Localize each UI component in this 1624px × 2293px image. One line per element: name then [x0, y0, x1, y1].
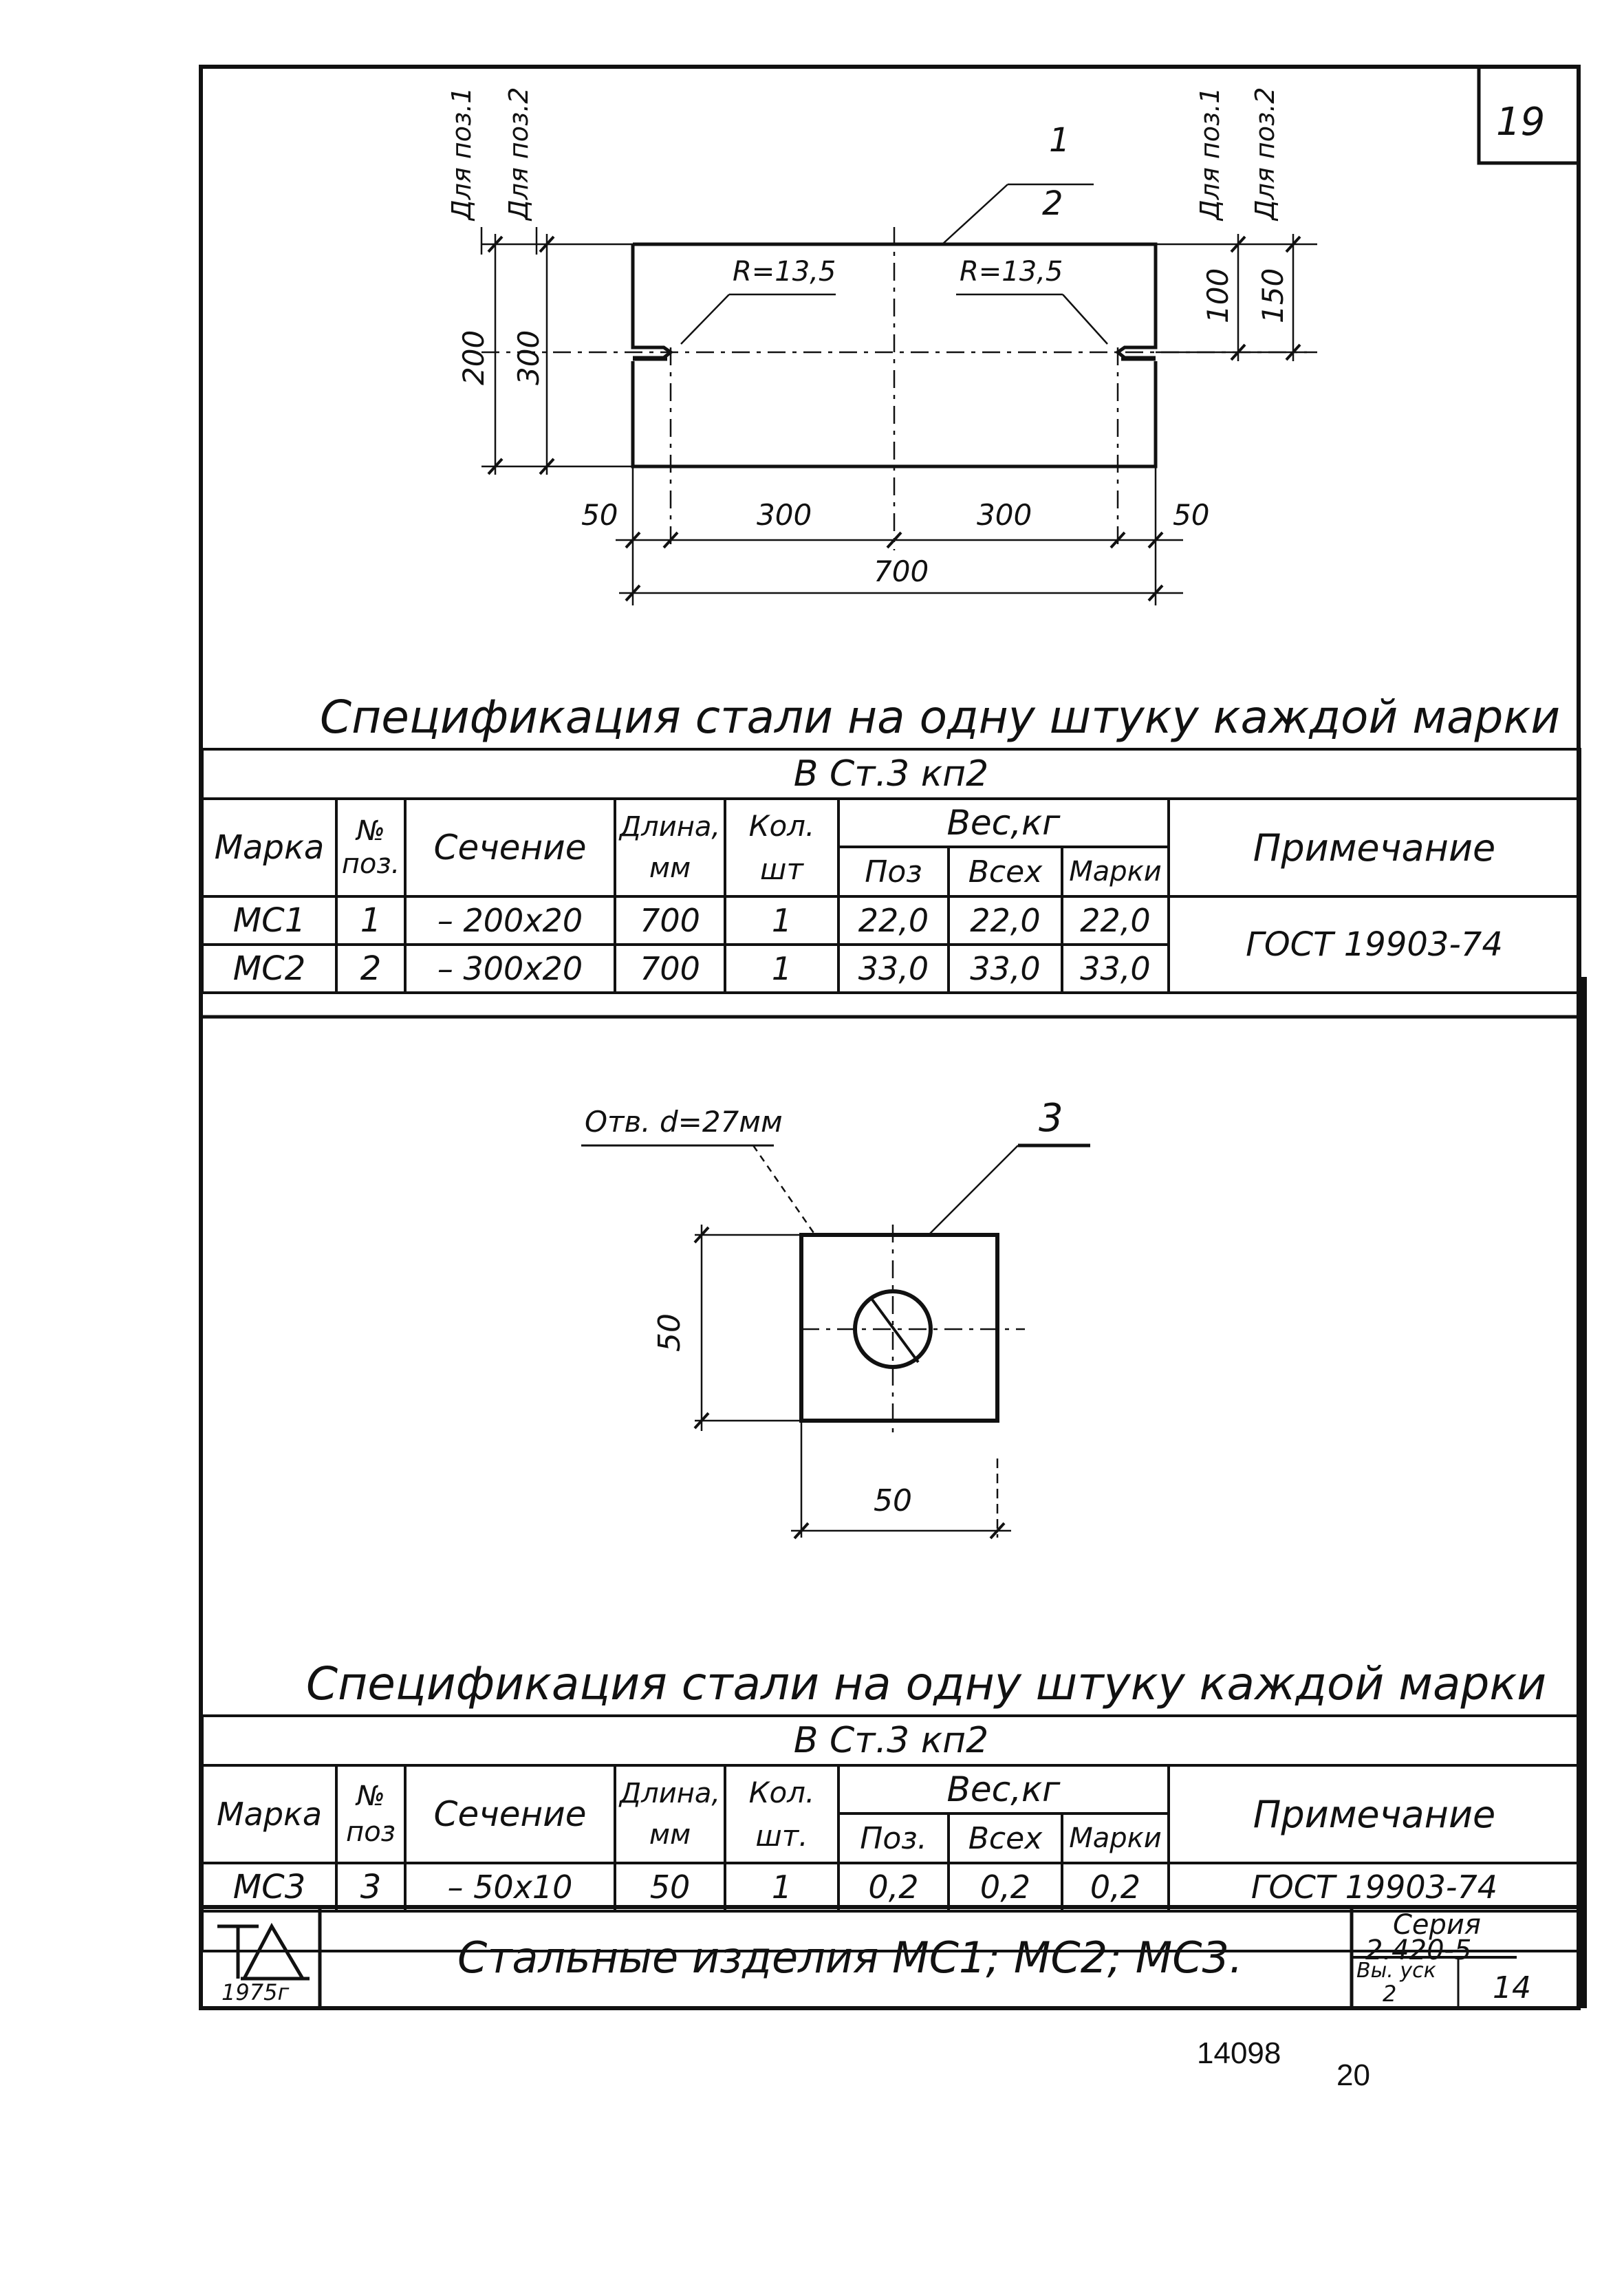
sheet-number: 19	[1496, 100, 1546, 144]
spec2-h-qty	[725, 1765, 838, 1863]
spec2-r0-section: – 50x10	[405, 1863, 615, 1911]
spec1-r1-pos: 2	[336, 945, 405, 993]
spec1-r1-wmark: 33,0	[1062, 945, 1169, 993]
dim-50-right: 50	[1173, 498, 1210, 532]
label-for-pos2-left: Для поз.2	[504, 87, 534, 220]
spec2-steel: В Ст.3 кп2	[202, 1716, 1580, 1765]
spec2-r0-length: 50	[615, 1863, 725, 1911]
spec1-r1-mark: МС2	[202, 945, 336, 993]
spec2-r0-mark: МС3	[202, 1863, 336, 1911]
spec2-h-length-unit: мм	[649, 1819, 691, 1851]
leader-mark-2: 2	[1042, 184, 1063, 223]
spec2-h-length-label: Длина,	[619, 1778, 721, 1809]
spec2-title: Спецификация стали на одну штуку каждой марки	[306, 1657, 1547, 1710]
spec1-r0-section: – 200x20	[405, 896, 615, 945]
spec1-steel: В Ст.3 кп2	[202, 749, 1580, 799]
spec2-h-pos-label: поз	[346, 1816, 396, 1848]
spec1-r1-wpos: 33,0	[838, 945, 949, 993]
spec1-r0-wall: 22,0	[949, 896, 1062, 945]
title-block-year: 1975г	[221, 1979, 290, 2005]
title-block-issue-value: 2	[1383, 1981, 1397, 2007]
title-block-sheet: 14	[1493, 1970, 1531, 2005]
table-row	[202, 1863, 1580, 1911]
spec1-r0-pos: 1	[336, 896, 405, 945]
spec2-h-pos-no: №	[356, 1780, 385, 1812]
spec1-r0-wmark: 22,0	[1062, 896, 1169, 945]
spec2-h-mark: Марка	[202, 1765, 336, 1863]
title-block-issue-label: Вы. уск	[1356, 1959, 1436, 1983]
footer-page: 20	[1336, 2058, 1370, 2092]
hole-label: Отв. d=27мм	[585, 1105, 783, 1139]
radius-left: R=13,5	[733, 256, 836, 288]
spec1-h-qty	[725, 799, 838, 896]
spec1-h-section: Сечение	[405, 799, 615, 896]
spec2-r0-wpos: 0,2	[838, 1863, 949, 1911]
spec2-r0-pos: 3	[336, 1863, 405, 1911]
spec1-r1-length: 700	[615, 945, 725, 993]
label-for-pos1-left: Для поз.1	[446, 87, 477, 220]
title-block-series-label: Серия	[1393, 1909, 1481, 1941]
spec1-r1-qty: 1	[725, 945, 838, 993]
spec2-r0-note: ГОСТ 19903-74	[1169, 1863, 1580, 1911]
dim-50-left: 50	[581, 498, 618, 532]
spec1-r0-length: 700	[615, 896, 725, 945]
spec1-h-length-label: Длина,	[619, 811, 721, 843]
spec1-note: ГОСТ 19903-74	[1169, 896, 1580, 993]
dim-50-vertical: 50	[652, 1313, 687, 1352]
spec1-title: Спецификация стали на одну штуку каждой марки	[320, 691, 1561, 744]
table-row	[202, 896, 1580, 945]
dim-300-left: 300	[757, 498, 812, 532]
spec1-h-length	[615, 799, 725, 896]
spec2-h-section: Сечение	[405, 1765, 615, 1863]
leader-mark-1: 1	[1049, 121, 1070, 160]
spec2-h-qty-unit: шт.	[755, 1819, 808, 1853]
spec1-r0-mark: МС1	[202, 896, 336, 945]
spec1-r1-section: – 300x20	[405, 945, 615, 993]
spec2-h-qty-label: Кол.	[748, 1776, 815, 1809]
spec1-h-length-unit: мм	[649, 852, 691, 884]
spec1-h-qty-label: Кол.	[748, 809, 815, 843]
spec2-r0-wmark: 0,2	[1062, 1863, 1169, 1911]
spec1-h-pos	[336, 799, 405, 896]
spec1-h-w-all: Всех	[949, 847, 1062, 896]
title-block-title: Стальные изделия МС1; МС2; МС3.	[457, 1933, 1243, 1983]
spec2-h-note: Примечание	[1169, 1765, 1580, 1863]
dim-200: 200	[457, 330, 490, 385]
spec2-h-length	[615, 1765, 725, 1863]
spec2-r0-wall: 0,2	[949, 1863, 1062, 1911]
label-for-pos2-right: Для поз.2	[1250, 87, 1280, 220]
dim-700: 700	[874, 555, 929, 588]
spec2-table	[201, 1714, 1581, 1952]
spec1-h-pos-no: №	[356, 815, 385, 847]
dim-300-right: 300	[977, 498, 1032, 532]
title-block-series-value: 2.420-5	[1365, 1935, 1472, 1966]
spec1-r1-wall: 33,0	[949, 945, 1062, 993]
spec2-h-w-mark: Марки	[1062, 1813, 1169, 1863]
spec1-h-w-pos: Поз	[838, 847, 949, 896]
spec2-h-w-all: Всех	[949, 1813, 1062, 1863]
radius-right: R=13,5	[960, 256, 1063, 288]
dim-50-horizontal: 50	[874, 1483, 912, 1518]
dim-100: 100	[1201, 268, 1235, 323]
spec2-h-pos	[336, 1765, 405, 1863]
spec1-r0-wpos: 22,0	[838, 896, 949, 945]
spec1-h-weight: Вес,кг	[838, 799, 1169, 847]
dim-300-vertical: 300	[512, 330, 545, 385]
spec1-r0-qty: 1	[725, 896, 838, 945]
spec2-h-w-pos: Поз.	[838, 1813, 949, 1863]
spec2-h-weight: Вес,кг	[838, 1765, 1169, 1813]
spec1-h-note: Примечание	[1169, 799, 1580, 896]
spec2-r0-qty: 1	[725, 1863, 838, 1911]
spec1-h-mark: Марка	[202, 799, 336, 896]
spec1-h-pos-label: поз.	[341, 848, 400, 880]
footer-code: 14098	[1197, 2036, 1281, 2070]
label-for-pos1-right: Для поз.1	[1195, 87, 1225, 220]
spec1-h-qty-unit: шт	[760, 852, 803, 886]
spec1-h-w-mark: Марки	[1062, 847, 1169, 896]
dim-150: 150	[1256, 268, 1290, 323]
pos-mark-3: 3	[1039, 1096, 1063, 1141]
spec1-table	[201, 748, 1581, 994]
